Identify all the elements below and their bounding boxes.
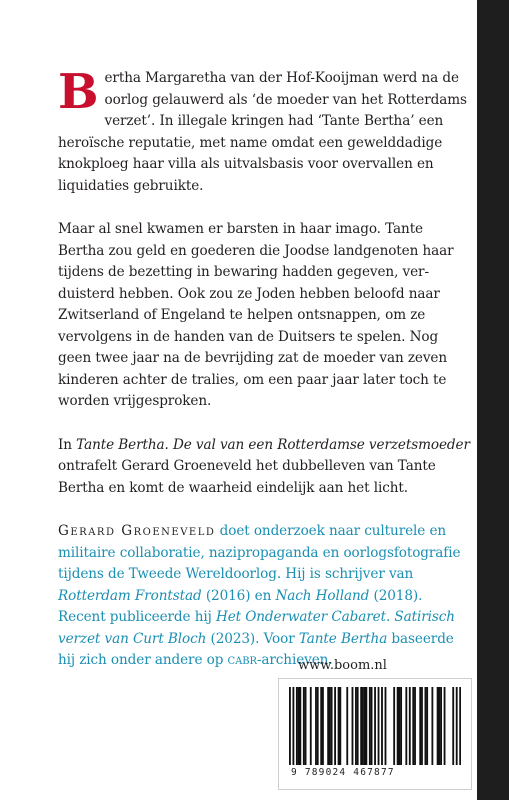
barcode-bar bbox=[440, 687, 442, 765]
barcode-bar bbox=[397, 687, 399, 765]
blurb-paragraph-3 bbox=[58, 435, 470, 500]
p3-pre: In bbox=[58, 436, 77, 453]
barcode-bar bbox=[296, 687, 298, 765]
barcode-bar bbox=[362, 687, 364, 765]
barcode-bar bbox=[339, 687, 341, 765]
blurb-p1-text: ertha Margaretha van der Hof-Kooijman werd na de oorlog gelauwerd als ‘de moeder van het Rotterdams verzet’. In illegale kringen had ‘Tante Bertha’ een heroïsche reputatie, met name omdat een gewelddadige knokploeg haar villa als uitvalsbasis voor overvallen en liquidaties gebruikte. bbox=[58, 70, 467, 194]
bio-cabr: cabr bbox=[227, 652, 257, 668]
barcode-bar bbox=[452, 687, 454, 765]
barcode-bar bbox=[329, 687, 331, 765]
blurb-paragraph-1 bbox=[58, 64, 470, 197]
barcode-bar bbox=[381, 687, 383, 765]
barcode-bar bbox=[331, 687, 333, 765]
barcode-bar bbox=[437, 687, 439, 765]
barcode-bar bbox=[315, 687, 317, 765]
barcode-bar bbox=[385, 687, 387, 765]
barcode-bar bbox=[400, 687, 402, 765]
bio-text-1: doet onderzoek naar culturele en militaire collaboratie, nazipropaganda en oorlogsfotografie tijdens de Tweede Wereldoorlog. Hij is schrijver van bbox=[58, 523, 461, 582]
barcode-bar bbox=[369, 687, 371, 765]
author-name: Gerard Groeneveld bbox=[58, 523, 216, 539]
bio-book-3: Het Onderwater Cabaret. Satirisch verzet van Curt Bloch bbox=[58, 609, 455, 647]
barcode-bar bbox=[346, 687, 348, 765]
barcode-bar bbox=[320, 687, 322, 765]
barcode-bar bbox=[444, 687, 446, 765]
book-spine bbox=[477, 0, 509, 800]
barcode-bar bbox=[360, 687, 362, 765]
bio-text-6: -archieven. bbox=[256, 652, 333, 668]
barcode-bar bbox=[338, 687, 340, 765]
barcode-bar bbox=[405, 687, 407, 765]
barcode-panel bbox=[278, 678, 472, 790]
barcode-bar bbox=[303, 687, 305, 765]
book-title: Tante Bertha. De val van een Rotterdamse verzetsmoeder bbox=[76, 436, 470, 453]
bio-text-4: (2023). Voor bbox=[206, 630, 299, 647]
barcode-bar bbox=[374, 687, 376, 765]
barcode-bar bbox=[365, 687, 367, 765]
barcode-bar bbox=[414, 687, 416, 765]
barcode-bar bbox=[292, 687, 294, 765]
blurb-paragraph-2: Maar al snel kwamen er barsten in haar imago. Tante Bertha zou geld en goederen die Joodse landgenoten haar tijdens de bezetting in bewaring hadden gegeven, verduisterd hebben. Ook zou ze Joden hebben beloofd naar Zwitserland of Engeland te helpen ontsnappen, om ze vervolgens in de handen van de Duitsers te spelen. Nog geen twee jaar na de bevrijding zat de moeder van zeven kinderen achter de tralies, om een paar jaar later toch te worden vrijgesproken. bbox=[58, 221, 454, 409]
author-bio bbox=[58, 521, 470, 672]
barcode-bar bbox=[322, 687, 324, 765]
barcode-bar bbox=[289, 687, 291, 765]
barcode-bar bbox=[393, 687, 395, 765]
barcode-bar bbox=[431, 687, 433, 765]
barcode-bar bbox=[459, 687, 461, 765]
bio-book-1: Rotterdam Frontstad bbox=[58, 587, 202, 604]
barcode-bar bbox=[305, 687, 307, 765]
barcode-bar bbox=[364, 687, 366, 765]
barcode-bar bbox=[425, 687, 427, 765]
barcode-bar bbox=[327, 687, 329, 765]
drop-cap: B bbox=[58, 64, 99, 120]
barcode-bar bbox=[421, 687, 423, 765]
barcode-bar bbox=[456, 687, 458, 765]
barcode-bar bbox=[378, 687, 380, 765]
barcode-bar bbox=[317, 687, 319, 765]
barcode-bar bbox=[357, 687, 359, 765]
bio-text-3: (2018). Recent publiceerde hij bbox=[58, 587, 423, 625]
bio-book-4: Tante Bertha bbox=[298, 630, 388, 647]
isbn-number: 9 789024 467877 bbox=[291, 767, 395, 778]
bio-book-2: Nach Holland bbox=[275, 587, 370, 604]
bio-text-5: baseerde hij zich onder andere op bbox=[58, 630, 454, 668]
publisher-url: www.boom.nl bbox=[298, 658, 387, 673]
barcode-bar bbox=[299, 687, 301, 765]
barcode-bar bbox=[352, 687, 354, 765]
barcode-bar bbox=[334, 687, 336, 765]
barcode-bar bbox=[355, 687, 357, 765]
barcode-bar bbox=[409, 687, 411, 765]
bio-text-2: (2016) en bbox=[201, 587, 276, 604]
barcode-bar bbox=[310, 687, 312, 765]
barcode-bar bbox=[412, 687, 414, 765]
barcode-bar bbox=[398, 687, 400, 765]
barcode-bar bbox=[426, 687, 428, 765]
barcode-bar bbox=[298, 687, 300, 765]
barcode-bar bbox=[438, 687, 440, 765]
barcode-bar bbox=[419, 687, 421, 765]
barcode-icon bbox=[289, 687, 461, 767]
p3-post: ontrafelt Gerard Groeneveld het dubbelleven van Tante Bertha en komt de waarheid eindelijk aan het licht. bbox=[58, 458, 436, 496]
barcode-bar bbox=[371, 687, 373, 765]
back-cover-text bbox=[58, 64, 470, 672]
